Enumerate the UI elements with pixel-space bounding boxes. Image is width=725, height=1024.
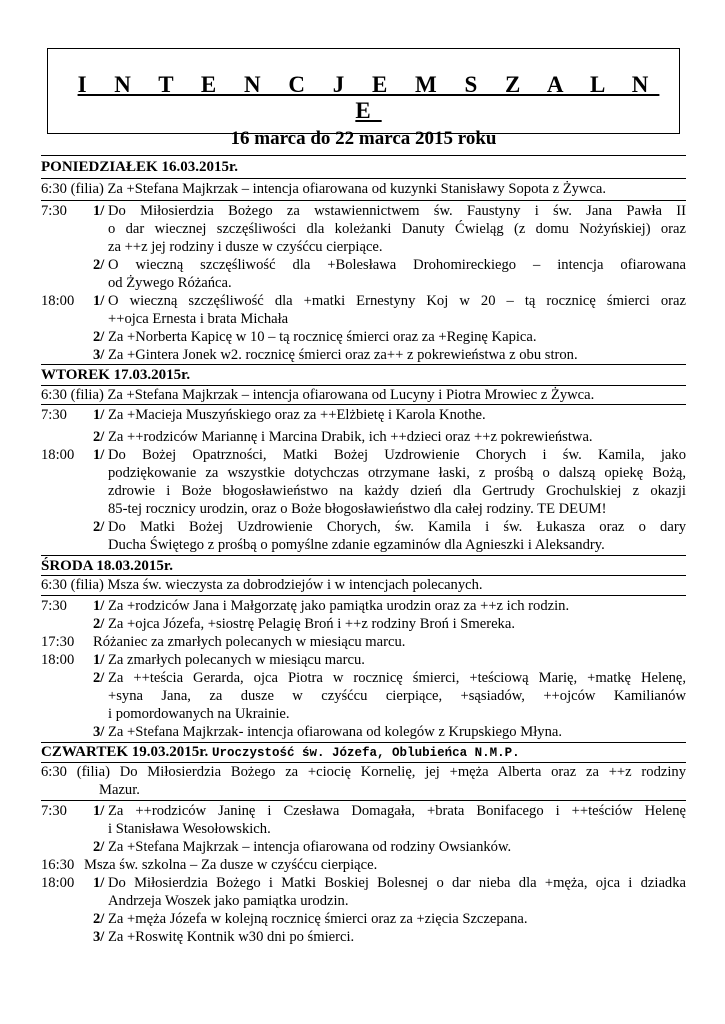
entry-text: Za zmarłych polecanych w miesiącu marcu. — [108, 652, 365, 668]
entry-text: za ++z jej rodziny i dusze w czyśćcu cierpiące. — [108, 239, 383, 255]
entry-text: i Stanisława Wesołowskich. — [108, 821, 271, 837]
day-heading-monday: PONIEDZIAŁEK 16.03.2015r. — [41, 159, 238, 175]
entry-text: i pomordowanych na Ukrainie. — [108, 706, 290, 722]
entry-number: 1/ — [93, 652, 105, 668]
entry-number: 1/ — [93, 203, 105, 219]
entry-text: Ducha Świętego z prośbą o pomyślne zdanie egzaminów dla Agnieszki i Aleksandry. — [108, 537, 605, 553]
entry-number: 2/ — [93, 429, 105, 445]
divider — [41, 155, 686, 156]
divider — [41, 200, 686, 201]
mass-time: 18:00 — [41, 875, 75, 891]
entry-text: Różaniec za zmarłych polecanych w miesiącu marcu. — [93, 634, 406, 650]
entry-text: Za +Stefana Majkrzak – intencja ofiarowana od rodziny Owsianków. — [108, 839, 512, 855]
entry-number: 1/ — [93, 407, 105, 423]
entry-text: Za +Gintera Jonek w2. rocznicę śmierci oraz za++ z pokrewieństwa z obu stron. — [108, 347, 578, 363]
entry-number: 2/ — [93, 616, 105, 632]
entry-number: 3/ — [93, 929, 105, 945]
divider — [41, 595, 686, 596]
day-heading-wednesday: ŚRODA 18.03.2015r. — [41, 558, 173, 574]
entry-text: Za +Macieja Muszyńskiego oraz za ++Elżbietę i Karola Knothe. — [108, 407, 486, 423]
mass-time: 18:00 — [41, 293, 75, 309]
filia-entry: 6:30 (filia) Za +Stefana Majkrzak – intencja ofiarowana od kuzynki Stanisławy Sopota z Żywca. — [41, 181, 607, 197]
filia-entry: 6:30 (filia) Za +Stefana Majkrzak – intencja ofiarowana od Lucyny i Piotra Mrowiec z Żywca. — [41, 387, 595, 403]
entry-text: Za ++rodziców Mariannę i Marcina Drabik, ich ++dzieci oraz ++z pokrewieństwa. — [108, 429, 593, 445]
entry-number: 1/ — [93, 875, 105, 891]
mass-time: 16:30 — [41, 857, 75, 873]
entry-text: o dar wiecznej szczęśliwości dla koleżanki Danuty Ćwieląg (z domu Nożyńskiej) oraz — [108, 221, 686, 237]
entry-text: Za +męża Józefa w kolejną rocznicę śmierci oraz za +zięcia Szczepana. — [108, 911, 528, 927]
entry-text: Za ++teścia Gerarda, ojca Piotra w rocznicę śmierci, +teściową Marię, +matkę Helenę, — [108, 670, 686, 686]
entry-number: 1/ — [93, 598, 105, 614]
entry-text: 85-tej rocznicy urodzin, oraz o Boże błogosławieństwo dla całej rodziny. TE DEUM! — [108, 501, 607, 517]
entry-text: +syna Jana, za dusze w czyśćcu cierpiące, +sąsiadów, ++ojców Kamilianów — [108, 688, 686, 704]
entry-text: Msza św. szkolna – Za dusze w czyśćcu cierpiące. — [84, 857, 378, 873]
feast-note: Uroczystość św. Józefa, Oblubieńca N.M.P. — [212, 746, 520, 760]
entry-number: 1/ — [93, 803, 105, 819]
entry-number: 2/ — [93, 670, 105, 686]
entry-number: 2/ — [93, 519, 105, 535]
entry-number: 3/ — [93, 347, 105, 363]
header-box — [47, 48, 680, 149]
divider — [41, 364, 686, 365]
mass-time: 7:30 — [41, 407, 67, 423]
entry-text: Za +rodziców Jana i Małgorzatę jako pamiątka urodzin oraz za ++z ich rodzin. — [108, 598, 570, 614]
entry-number: 3/ — [93, 724, 105, 740]
entry-number: 1/ — [93, 447, 105, 463]
entry-text: ++ojca Ernesta i brata Michała — [108, 311, 289, 327]
entry-text: Za ++rodziców Janinę i Czesława Domagała, +brata Bonifacego i ++teściów Helenę — [108, 803, 686, 819]
filia-entry: Mazur. — [99, 782, 140, 798]
entry-text: O wieczną szczęśliwość dla +Bolesława Drohomireckiego – intencja ofiarowana — [108, 257, 686, 273]
entry-number: 1/ — [93, 293, 105, 309]
divider — [41, 555, 686, 556]
mass-time: 7:30 — [41, 598, 67, 614]
divider — [41, 800, 686, 801]
entry-number: 2/ — [93, 329, 105, 345]
entry-text: Za +Norberta Kapicę w 10 – tą rocznicę śmierci oraz za +Reginę Kapica. — [108, 329, 537, 345]
divider — [41, 178, 686, 179]
entry-number: 2/ — [93, 839, 105, 855]
mass-time: 18:00 — [41, 447, 75, 463]
entry-text: Za +Roswitę Kontnik w30 dni po śmierci. — [108, 929, 355, 945]
mass-time: 7:30 — [41, 203, 67, 219]
entry-text: zdrowie i Boże błogosławieństwo na każdy dzień dla Gertrudy Grochulskiej z okazji — [108, 483, 686, 499]
entry-text: Do Miłosierdzia Bożego za wstawiennictwem św. Faustyny i św. Jana Pawła II — [108, 203, 686, 219]
entry-number: 2/ — [93, 257, 105, 273]
entry-text: Za +Stefana Majkrzak- intencja ofiarowana od kolegów z Krupskiego Młyna. — [108, 724, 562, 740]
page-title: I N T E N C J E M S Z A L N E — [77, 72, 660, 123]
mass-time: 7:30 — [41, 803, 67, 819]
mass-time: 17:30 — [41, 634, 75, 650]
entry-text: Do Bożej Opatrzności, Matki Bożej Uzdrowienie Chorych i św. Kamila, jako — [108, 447, 686, 463]
divider — [41, 404, 686, 405]
entry-text: Andrzeja Woszek jako pamiątka urodzin. — [108, 893, 349, 909]
entry-text: podziękowanie za wszystkie dotychczas otrzymane łaski, z prośbą o dalszą opiekę Bożą, — [108, 465, 686, 481]
entry-number: 2/ — [93, 911, 105, 927]
entry-text: O wieczną szczęśliwość dla +matki Ernestyny Koj w 20 – tą rocznicę śmierci oraz — [108, 293, 686, 309]
day-heading-thursday — [41, 743, 686, 762]
day-heading-date: CZWARTEK 19.03.2015r. — [41, 744, 209, 760]
entry-text: Do Matki Bożej Uzdrowienie Chorych, św. Kamila i św. Łukasza oraz o dary — [108, 519, 686, 535]
entry-text: Do Miłosierdzia Bożego i Matki Boskiej Bolesnej o dar nieba dla +męża, ojca i dziadka — [108, 875, 686, 891]
filia-entry: 6:30 (filia) Do Miłosierdzia Bożego za +ciocię Kornelię, jej +męża Alberta oraz za ++z rodziny — [41, 764, 686, 780]
filia-entry: 6:30 (filia) Msza św. wieczysta za dobrodziejów i w intencjach polecanych. — [41, 577, 483, 593]
mass-time: 18:00 — [41, 652, 75, 668]
entry-text: od Żywego Różańca. — [108, 275, 232, 291]
entry-text: Za +ojca Józefa, +siostrę Pelagię Broń i ++z rodziny Broń i Smereka. — [108, 616, 515, 632]
page-subtitle: 16 marca do 22 marca 2015 roku — [230, 128, 497, 149]
day-heading-tuesday: WTOREK 17.03.2015r. — [41, 367, 191, 383]
